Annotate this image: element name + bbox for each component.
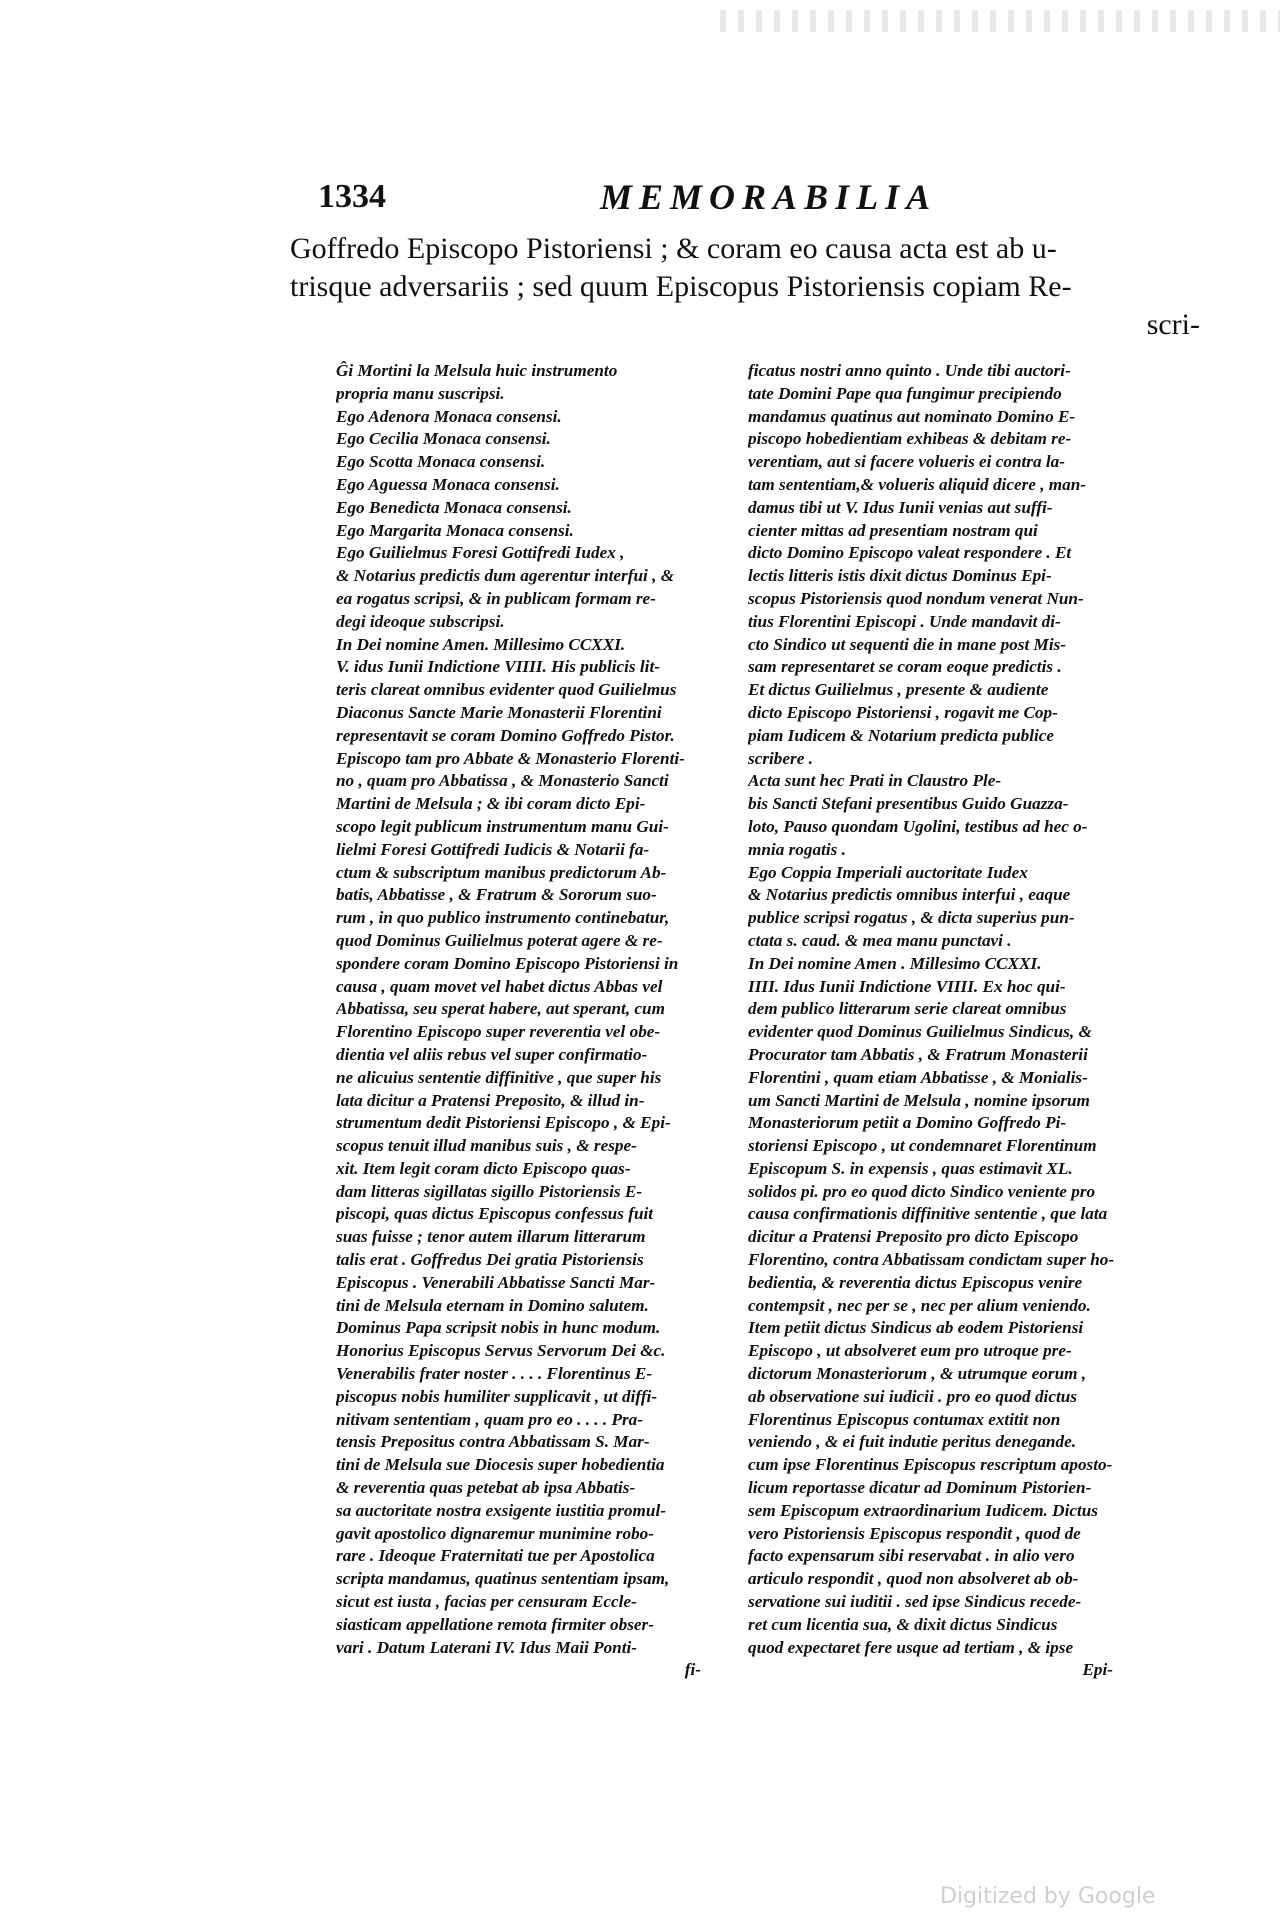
text-line: Ego Guilielmus Foresi Gottifredi Iudex , xyxy=(336,543,625,563)
text-line: piscopi, quas dictus Episcopus confessus fuit xyxy=(336,1204,654,1224)
text-line: no , quam pro Abbatissa , & Monasterio Sancti xyxy=(336,771,669,791)
text-line: talis erat . Goffredus Dei gratia Pistoriensis xyxy=(336,1250,644,1270)
text-line: scopus tenuit illud manibus suis , & respe- xyxy=(336,1136,637,1156)
text-line: sa auctoritate nostra exsigente iustitia promul- xyxy=(336,1500,666,1520)
page-number: 1334 xyxy=(318,178,386,215)
text-line: veniendo , & ei fuit indutie peritus denegande. xyxy=(748,1432,1076,1452)
text-line: gavit apostolico dignaremur munimine robo- xyxy=(336,1523,655,1543)
text-line: Procurator tam Abbatis , & Fratrum Monasterii xyxy=(748,1044,1088,1064)
text-line: strumentum dedit Pistoriensi Episcopo , & Epi- xyxy=(336,1113,671,1133)
text-line: In Dei nomine Amen . Millesimo CCXXI. xyxy=(748,953,1042,973)
text-line: ret cum licentia sua, & dixit dictus Sindicus xyxy=(748,1614,1058,1634)
text-line: vero Pistoriensis Episcopus respondit , quod de xyxy=(748,1523,1081,1543)
text-line: lectis litteris istis dixit dictus Dominus Epi- xyxy=(748,566,1052,586)
text-line: Florentini , quam etiam Abbatisse , & Monialis- xyxy=(748,1067,1088,1087)
lead-line: trisque adversariis ; sed quum Episcopus Pistoriensis copiam Re- xyxy=(290,270,1072,303)
text-line: nitivam sententiam , quam pro eo . . . . Pra- xyxy=(336,1409,643,1429)
text-line: Episcopo , ut absolveret eum pro utroque pre- xyxy=(748,1341,1072,1361)
text-line: scopus Pistoriensis quod nondum venerat Nun- xyxy=(748,588,1084,608)
text-line: tini de Melsula sue Diocesis super hobedientia xyxy=(336,1455,665,1475)
text-line: tius Florentini Episcopi . Unde mandavit di- xyxy=(748,611,1061,631)
text-line: Et dictus Guilielmus , presente & audiente xyxy=(748,680,1049,700)
text-line: piscopo hobedientiam exhibeas & debitam re- xyxy=(748,429,1072,449)
text-line: sam representaret se coram eoque predictis . xyxy=(748,657,1062,677)
text-line: ctata s. caud. & mea manu punctavi . xyxy=(748,930,1012,950)
text-line: dicitur a Pratensi Preposito pro dicto Episcopo xyxy=(748,1227,1079,1247)
text-line: mandamus quatinus aut nominato Domino E- xyxy=(748,406,1076,426)
text-line: dicto Domino Episcopo valeat respondere . Et xyxy=(748,543,1072,563)
text-line: xit. Item legit coram dicto Episcopo quas- xyxy=(336,1158,631,1178)
text-line: & reverentia quas petebat ab ipsa Abbatis- xyxy=(336,1478,636,1498)
text-line: cto Sindico ut sequenti die in mane post Mis- xyxy=(748,634,1067,654)
digitization-watermark: Digitized by Google xyxy=(940,1884,1156,1909)
text-line: causa , quam movet vel habet dictus Abbas vel xyxy=(336,976,663,996)
text-line: publice scripsi rogatus , & dicta superius pun- xyxy=(748,908,1075,928)
text-line: Episcopum S. in expensis , quas estimavit XL. xyxy=(748,1158,1073,1178)
lead-line: Goffredo Episcopo Pistoriensi ; & coram eo causa acta est ab u- xyxy=(290,232,1057,265)
text-line: vari . Datum Laterani IV. Idus Maii Ponti- xyxy=(336,1637,637,1657)
text-line: storiensi Episcopo , ut condemnaret Florentinum xyxy=(748,1136,1097,1156)
text-line: Florentinus Episcopus contumax extitit non xyxy=(748,1409,1061,1429)
text-line: cum ipse Florentinus Episcopus rescriptum aposto- xyxy=(748,1455,1113,1475)
text-line: ea rogatus scripsi, & in publicam formam re- xyxy=(336,588,656,608)
text-line: dicto Episcopo Pistoriensi , rogavit me Cop- xyxy=(748,702,1058,722)
text-line: bis Sancti Stefani presentibus Guido Guazza- xyxy=(748,794,1069,814)
text-line: Episcopo tam pro Abbate & Monasterio Florenti- xyxy=(336,748,685,768)
text-line: piscopus nobis humiliter supplicavit , ut diffi- xyxy=(336,1386,658,1406)
text-line: dictorum Monasteriorum , & utrumque eorum , xyxy=(748,1364,1087,1384)
text-line: suas fuisse ; tenor autem illarum litterarum xyxy=(336,1227,646,1247)
text-line: sem Episcopum extraordinarium Iudicem. Dictus xyxy=(748,1500,1098,1520)
text-line: um Sancti Martini de Melsula , nomine ipsorum xyxy=(748,1090,1090,1110)
text-line: & Notarius predictis dum agerentur interfui , & xyxy=(336,566,675,586)
text-line: Ego Benedicta Monaca consensi. xyxy=(336,497,572,517)
text-line: rare . Ideoque Fraternitati tue per Apostolica xyxy=(336,1546,655,1566)
text-line: piam Iudicem & Notarium predicta publice xyxy=(748,725,1055,745)
text-line: representavit se coram Domino Goffredo Pistor. xyxy=(336,725,675,745)
text-line: causa confirmationis diffinitive sententie , que lata xyxy=(748,1204,1108,1224)
text-line: mnia rogatis . xyxy=(748,839,846,859)
text-line: dientia vel aliis rebus vel super confirmatio- xyxy=(336,1044,648,1064)
text-line: bedientia, & reverentia dictus Episcopus venire xyxy=(748,1272,1083,1292)
left-column xyxy=(336,360,741,1682)
text-line: tam sententiam,& volueris aliquid dicere , man- xyxy=(748,474,1087,494)
text-line: tini de Melsula eternam in Domino salutem. xyxy=(336,1295,649,1315)
text-line: Honorius Episcopus Servus Servorum Dei &c. xyxy=(336,1341,666,1361)
text-line: Venerabilis frater noster . . . . Florentinus E- xyxy=(336,1364,653,1384)
text-line: Florentino Episcopo super reverentia vel obe- xyxy=(336,1022,661,1042)
text-line: ficatus nostri anno quinto . Unde tibi auctori- xyxy=(748,361,1071,380)
text-line: & Notarius predictis omnibus interfui , eaque xyxy=(748,885,1071,905)
text-line: ne alicuius sententie diffinitive , que super his xyxy=(336,1067,662,1087)
text-line: contempsit , nec per se , nec per alium veniendo. xyxy=(748,1295,1091,1315)
text-line: Diaconus Sancte Marie Monasterii Florentini xyxy=(336,702,662,722)
text-line: Ego Cecilia Monaca consensi. xyxy=(336,429,551,449)
text-line: propria manu suscripsi. xyxy=(336,383,505,403)
text-line: loto, Pauso quondam Ugolini, testibus ad hec o- xyxy=(748,816,1088,836)
right-column xyxy=(748,360,1153,1682)
text-line: tate Domini Pape qua fungimur precipiendo xyxy=(748,383,1062,403)
text-line: ctum & subscriptum manibus predictorum Ab- xyxy=(336,862,667,882)
text-line: ab observatione sui iudicii . pro eo quod dictus xyxy=(748,1386,1077,1406)
text-line: Abbatissa, seu sperat habere, aut sperant, cum xyxy=(336,999,665,1019)
text-line: dem publico litterarum serie clareat omnibus xyxy=(748,999,1067,1019)
text-line: scripta mandamus, quatinus sententiam ipsam, xyxy=(336,1569,670,1589)
text-line: articulo respondit , quod non absolveret ab ob- xyxy=(748,1569,1079,1589)
text-line: dam litteras sigillatas sigillo Pistoriensis E- xyxy=(336,1181,643,1201)
text-line: Monasteriorum petiit a Domino Goffredo Pi- xyxy=(748,1113,1067,1133)
text-line: Item petiit dictus Sindicus ab eodem Pistoriensi xyxy=(748,1318,1084,1338)
text-line: IIII. Idus Iunii Indictione VIIII. Ex hoc qui- xyxy=(748,976,1066,996)
text-line: V. idus Iunii Indictione VIIII. His publicis lit- xyxy=(336,657,660,677)
text-line: servatione sui iuditii . sed ipse Sindicus recede- xyxy=(748,1592,1082,1612)
text-line: Ĝi Mortini la Melsula huic instrumento xyxy=(336,361,618,380)
text-line: siasticam appellatione remota firmiter obser- xyxy=(336,1614,654,1634)
text-line: Acta sunt hec Prati in Claustro Ple- xyxy=(748,771,1002,791)
running-head: MEMORABILIA xyxy=(600,177,938,217)
text-line: quod Dominus Guilielmus poterat agere & re- xyxy=(336,930,663,950)
text-line: teris clareat omnibus evidenter quod Guilielmus xyxy=(336,680,677,700)
text-line: In Dei nomine Amen. Millesimo CCXXI. xyxy=(336,634,626,654)
text-line: Martini de Melsula ; & ibi coram dicto Epi- xyxy=(336,794,646,814)
text-line: tensis Prepositus contra Abbatissam S. Mar- xyxy=(336,1432,650,1452)
text-line: scopo legit publicum instrumentum manu Gui- xyxy=(336,816,669,836)
text-line: Florentino, contra Abbatissam condictam super ho- xyxy=(748,1250,1115,1270)
scan-smudge xyxy=(720,10,1280,32)
lead-paragraph xyxy=(290,230,1200,344)
text-line: Episcopus . Venerabili Abbatisse Sancti Mar- xyxy=(336,1272,656,1292)
text-line: sicut est iusta , facias per censuram Eccle- xyxy=(336,1592,637,1612)
text-line: solidos pi. pro eo quod dicto Sindico veniente pro xyxy=(748,1181,1096,1201)
text-line: degi ideoque subscripsi. xyxy=(336,611,505,631)
text-line: Ego Adenora Monaca consensi. xyxy=(336,406,562,426)
text-line: cienter mittas ad presentiam nostram qui xyxy=(748,520,1038,540)
text-line: Ego Margarita Monaca consensi. xyxy=(336,520,574,540)
text-line: Dominus Papa scripsit nobis in hunc modum. xyxy=(336,1318,661,1338)
text-line: Ego Coppia Imperiali auctoritate Iudex xyxy=(748,862,1028,882)
catchword: Epi- xyxy=(1082,1660,1113,1680)
text-line: licum reportasse dicatur ad Dominum Pistorien- xyxy=(748,1478,1092,1498)
text-line: evidenter quod Dominus Guilielmus Sindicus, & xyxy=(748,1022,1092,1042)
text-line: facto expensarum sibi reservabat . in alio vero xyxy=(748,1546,1075,1566)
text-line: verentiam, aut si facere volueris ei contra la- xyxy=(748,452,1065,472)
text-line: Ego Scotta Monaca consensi. xyxy=(336,452,546,472)
text-line: lata dicitur a Pratensi Preposito, & illud in- xyxy=(336,1090,645,1110)
text-line: Ego Aguessa Monaca consensi. xyxy=(336,474,560,494)
text-line: batis, Abbatisse , & Fratrum & Sororum suo- xyxy=(336,885,657,905)
text-line: scribere . xyxy=(748,748,813,768)
catchword: scri- xyxy=(1146,308,1200,341)
text-line: lielmi Foresi Gottifredi Iudicis & Notarii fa- xyxy=(336,839,650,859)
text-line: quod expectaret fere usque ad tertiam , & ipse xyxy=(748,1637,1074,1657)
text-line: rum , in quo publico instrumento continebatur, xyxy=(336,908,670,928)
text-line: spondere coram Domino Episcopo Pistoriensi in xyxy=(336,953,679,973)
text-line: damus tibi ut V. Idus Iunii venias aut suffi- xyxy=(748,497,1053,517)
catchword: fi- xyxy=(684,1660,701,1680)
